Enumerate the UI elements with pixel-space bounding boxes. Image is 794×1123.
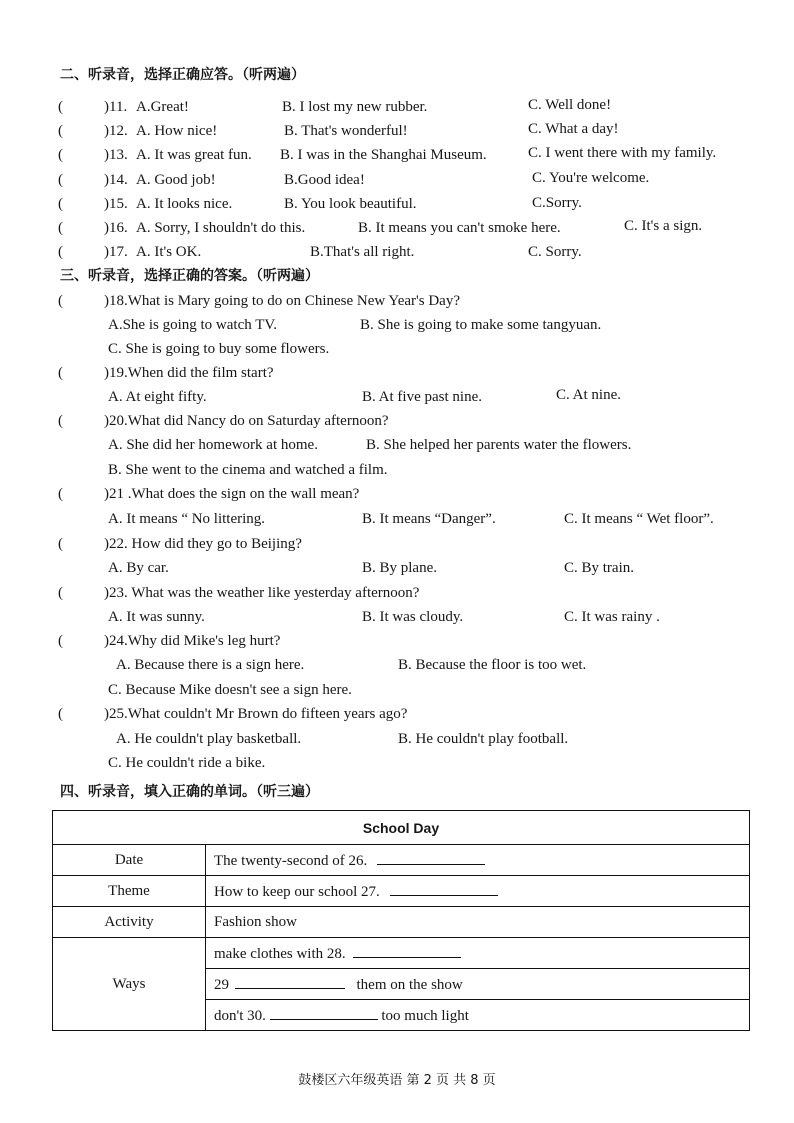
option-a: A. By car. <box>108 560 169 576</box>
answer-paren: ( <box>58 220 63 236</box>
table-heading: School Day <box>53 811 750 845</box>
answer-blank-29[interactable] <box>235 974 345 989</box>
question-stem: )19.When did the film start? <box>104 365 274 381</box>
option-c: C. By train. <box>564 560 634 576</box>
option-a: A. How nice! <box>136 123 218 139</box>
way-3-cell <box>206 1000 750 1031</box>
question-stem: )21 .What does the sign on the wall mean? <box>104 486 360 502</box>
answer-blank-26[interactable] <box>377 850 485 865</box>
option-a: A. He couldn't play basketball. <box>116 731 302 747</box>
option-c: C. At nine. <box>556 387 622 403</box>
option-b: B. It means you can't smoke here. <box>358 220 561 236</box>
option-b: B. That's wonderful! <box>284 123 408 139</box>
question-stem: )22. How did they go to Beijing? <box>104 536 302 552</box>
ways-label: Ways <box>53 938 206 1031</box>
option-a: A. At eight fifty. <box>108 389 207 405</box>
option-a: A. Good job! <box>136 172 216 188</box>
option-c: C. It's a sign. <box>624 218 703 234</box>
answer-paren: ( <box>58 172 63 188</box>
option-a: A. Because there is a sign here. <box>116 657 305 673</box>
activity-text: Fashion show <box>206 907 750 938</box>
question-number: )15. <box>104 196 128 212</box>
answer-paren: ( <box>58 413 63 429</box>
option-b: B. She helped her parents water the flowers. <box>366 437 632 453</box>
option-a: A. It's OK. <box>136 244 202 260</box>
page-footer: 鼓楼区六年级英语 第 2 页 共 8 页 <box>298 1073 496 1088</box>
option-b: B. At five past nine. <box>362 389 482 405</box>
answer-blank-27[interactable] <box>390 881 498 896</box>
option-c: C. You're welcome. <box>532 170 650 186</box>
date-text: The twenty-second of 26. <box>214 853 368 869</box>
option-a: A. It looks nice. <box>136 196 233 212</box>
option-a: A. It was great fun. <box>136 147 252 163</box>
option-a: A. Sorry, I shouldn't do this. <box>136 220 306 236</box>
option-a: A.Great! <box>136 99 189 115</box>
option-b: B. She is going to make some tangyuan. <box>360 317 602 333</box>
answer-blank-28[interactable] <box>353 943 461 958</box>
answer-paren: ( <box>58 536 63 552</box>
activity-label: Activity <box>53 907 206 938</box>
question-number: )16. <box>104 220 128 236</box>
way-2-number: 29 <box>214 977 229 993</box>
option-c: C. It means “ Wet floor”. <box>564 511 714 527</box>
option-c: C. Well done! <box>528 97 612 113</box>
option-c: C. He couldn't ride a bike. <box>108 755 266 771</box>
option-a: A. She did her homework at home. <box>108 437 318 453</box>
option-b: B. You look beautiful. <box>284 196 417 212</box>
answer-paren: ( <box>58 486 63 502</box>
option-c: C. I went there with my family. <box>528 145 717 161</box>
question-stem: )18.What is Mary going to do on Chinese New Year's Day? <box>104 293 460 309</box>
theme-label: Theme <box>53 876 206 907</box>
way-1-text: make clothes with 28. <box>214 946 346 962</box>
way-2-cell <box>206 969 750 1000</box>
option-b: B. Because the floor is too wet. <box>398 657 587 673</box>
option-c: C. Sorry. <box>528 244 582 260</box>
answer-paren: ( <box>58 147 63 163</box>
section-4-title: 四、听录音，填入正确的单词。（听三遍） <box>60 784 319 800</box>
option-c: C. Because Mike doesn't see a sign here. <box>108 682 352 698</box>
question-number: )12. <box>104 123 128 139</box>
theme-text: How to keep our school 27. <box>214 884 380 900</box>
option-c: C.Sorry. <box>532 195 582 211</box>
option-c: B. She went to the cinema and watched a film. <box>108 462 388 478</box>
answer-paren: ( <box>58 706 63 722</box>
theme-cell <box>206 876 750 907</box>
option-c: C. It was rainy . <box>564 609 660 625</box>
option-a: A. It means “ No littering. <box>108 511 266 527</box>
school-day-table <box>52 810 750 1031</box>
section-2-title: 二、听录音，选择正确应答。（听两遍） <box>60 67 305 83</box>
option-c: C. What a day! <box>528 121 619 137</box>
answer-paren: ( <box>58 365 63 381</box>
answer-paren: ( <box>58 196 63 212</box>
option-a: A. It was sunny. <box>108 609 205 625</box>
answer-paren: ( <box>58 244 63 260</box>
question-stem: )25.What couldn't Mr Brown do fifteen years ago? <box>104 706 408 722</box>
question-stem: )24.Why did Mike's leg hurt? <box>104 633 281 649</box>
answer-paren: ( <box>58 585 63 601</box>
way-1-cell <box>206 938 750 969</box>
option-a: A.She is going to watch TV. <box>108 317 278 333</box>
answer-paren: ( <box>58 123 63 139</box>
section-3-title: 三、听录音，选择正确的答案。（听两遍） <box>60 268 319 284</box>
option-c: C. She is going to buy some flowers. <box>108 341 330 357</box>
question-number: )13. <box>104 147 128 163</box>
option-b: B. By plane. <box>362 560 437 576</box>
option-b: B. I was in the Shanghai Museum. <box>280 147 487 163</box>
question-stem: )20.What did Nancy do on Saturday afternoon? <box>104 413 389 429</box>
way-3-prefix: don't 30. <box>214 1008 266 1024</box>
answer-blank-30[interactable] <box>270 1005 378 1020</box>
date-label: Date <box>53 845 206 876</box>
date-cell <box>206 845 750 876</box>
way-2-text: them on the show <box>356 977 463 993</box>
way-3-suffix: too much light <box>381 1008 469 1024</box>
option-b: B.Good idea! <box>284 172 365 188</box>
option-b: B. It means “Danger”. <box>362 511 496 527</box>
answer-paren: ( <box>58 99 63 115</box>
answer-paren: ( <box>58 633 63 649</box>
question-number: )14. <box>104 172 128 188</box>
question-number: )11. <box>104 99 128 115</box>
option-b: B.That's all right. <box>310 244 415 260</box>
answer-paren: ( <box>58 293 63 309</box>
question-stem: )23. What was the weather like yesterday afternoon? <box>104 585 420 601</box>
option-b: B. I lost my new rubber. <box>282 99 428 115</box>
option-b: B. He couldn't play football. <box>398 731 569 747</box>
question-number: )17. <box>104 244 128 260</box>
option-b: B. It was cloudy. <box>362 609 464 625</box>
